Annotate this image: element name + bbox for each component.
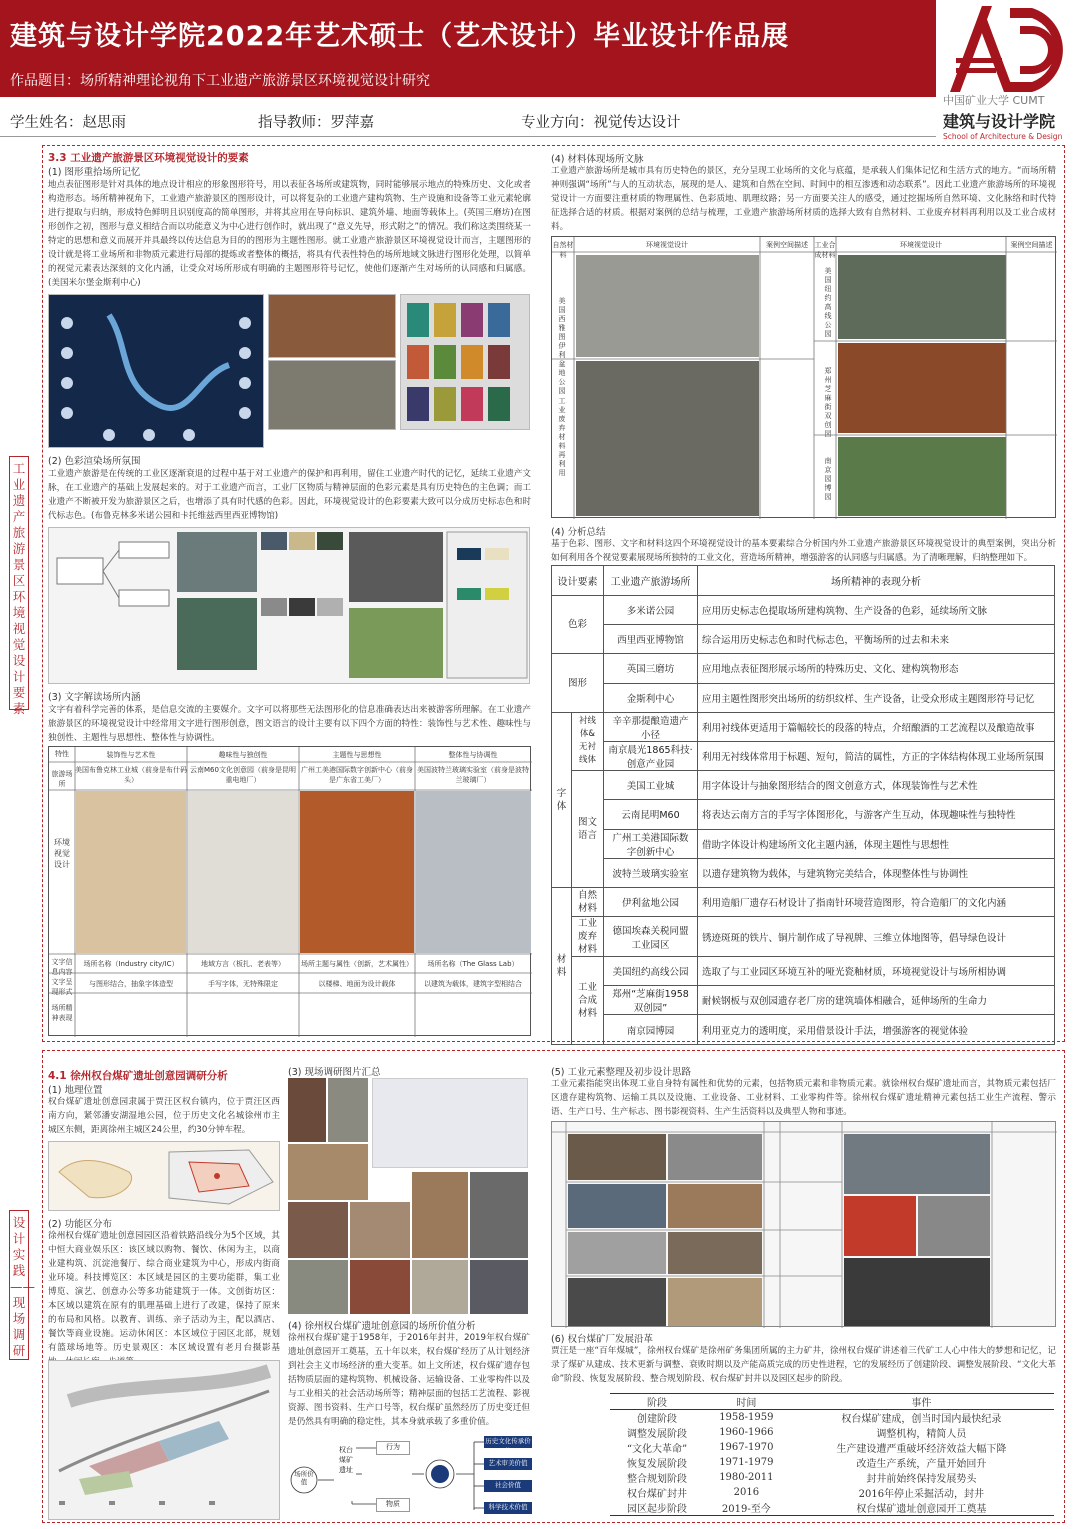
subheading-material: (4) 材料体现场所文脉: [551, 154, 644, 165]
mt-h5: 环境视觉设计: [900, 241, 942, 249]
table-row: [610, 1425, 1054, 1440]
paragraph-function: 徐州权台煤矿遗址创意园园区沿着铁路沿线分为5个区域，其中恒大商业娱乐区：该区域以购物、餐饮、休闲为主，以商业建构筑、沉淀池餐厅、综合商业建筑为中心，形成内街商业环境。科技博览区：本区域是园区的主要功能群，集工业博览、演艺、创意办公等多功能建筑于一体。文创街坊区：本区域以建筑在原有的肌理基础上进行了改建，保持了原来的布局和风格。以教育、训练、亲子活动为主，配以酒店、餐饮等商业设施。运动休闲区：本区域位于园区北部，规划有篮球场地等。历史景观区：本区域设置有老月台摄影基: [48, 1231, 280, 1353]
analysis-table: [551, 565, 1055, 1045]
table-row: [610, 1485, 1054, 1500]
at-site: 辛辛那提酿造遗产小径: [604, 712, 698, 741]
mt-h2: 环境视觉设计: [646, 241, 688, 249]
tl-time: 1960-1966: [719, 1427, 774, 1438]
at-desc: 应用地点表征图形展示场所的特殊历史、文化、建构筑物形态: [698, 654, 1055, 683]
school-line-1: 中国矿业大学 CUMT: [943, 94, 1045, 107]
function-map-drawing: [49, 1361, 281, 1521]
table-row: [610, 1470, 1054, 1485]
header-banner: [0, 0, 1080, 97]
side-label-practice: 设计实践——现场调研: [9, 1210, 29, 1360]
tt-site-4: 美国波特兰玻璃实验室（前身是波特兰玻璃厂）: [417, 766, 529, 784]
subheading-elements: (5) 工业元素整理及初步设计思路: [551, 1067, 691, 1078]
mt-waste-label: 工业废弃材料再利用: [558, 397, 566, 477]
element-design-table: [551, 1121, 1056, 1327]
color-mindmap: [49, 528, 531, 685]
tl-time: 1967-1970: [719, 1442, 774, 1453]
collage-photo: [470, 1172, 528, 1258]
tl-time: 2019-至今: [704, 1500, 789, 1516]
tl-event: 权台煤矿建成，创当时国内最快纪录: [841, 1414, 1002, 1425]
section-3-3-title: 3.3 工业遗产旅游景区环境视觉设计的要素: [48, 152, 249, 164]
subheading-value: (4) 徐州权台煤矿遗址创意园的场所价值分析: [288, 1321, 476, 1332]
diagram-value-2: 艺术审美价值: [484, 1458, 532, 1470]
color-analysis-image: [48, 527, 530, 684]
paragraph-graphic: 地点表征图形是针对具体的地点设计相应的形象图形符号，用以表征各场所或建筑物，同时能够展示地点的特殊历史、文化或者构造形态。场所精神视角下，工业遗产旅游景区的图形设计，可以将复杂的工业遗产建构筑物、生产设施和设备等工业元素轮廓进行提取与归纳，形成特色鲜明且识别度高的简单图形，并将其应用在导向标识、建筑外墙、地面等载体上。(英国三磨坊)在图形创作之初，图形与意义相结合而以功能意义为中心进行创作时，就出现了“意义先导，形式附之”的情况。我们称这类围绕某一特定的思想和意义而展开并具最终以传达信息为目的的图形为主题性图形。就工业遗产旅游景区环境视觉设计而言，主题图形的设计就是将工业场所和非物质元素进行局部的提炼或者整体的概括，将具有代表性特色的场所地域文脉进行图形化处理，以简单的视觉元素表达深刻的文化内涵，让受众对场所形成有明确的主题图形符号记忆，使他们逐渐产生对场所的认同感和归属感。(美国米尔堡金斯利中心): [48, 180, 531, 288]
at-desc: 借助字体设计构建场所文化主题内涵，体现主题性与思想性: [698, 829, 1055, 858]
mt-site-5: 南京园博园: [824, 457, 832, 501]
collage-photo: [412, 1172, 468, 1258]
tl-event: 2016年停止采掘活动，封井: [858, 1489, 985, 1500]
at-desc: 利用无衬线体常用于标题、短句，简洁的属性，方正的字体结构体现工业场所氛围: [698, 741, 1055, 770]
tt-row-form: 文字呈现形式: [51, 978, 73, 996]
tl-header-stage: 阶段: [610, 1394, 704, 1410]
tt-site-2: 云南M60文化创意园（前身是昆明重电地厂）: [190, 766, 296, 784]
diagram-right: 物质: [376, 1498, 410, 1512]
tt-content-2: 地域方言（板扎、老表等）: [201, 960, 285, 968]
tt-form-3: 以楼梯、地面为设计载体: [318, 980, 396, 988]
at-cat-text: 字体: [552, 712, 572, 887]
tt-grid: [49, 747, 532, 1037]
at-cat-color: 色彩: [552, 596, 604, 654]
tl-event: 改造生产系统，产量开始回升: [856, 1459, 987, 1470]
at-header-3: 场所精神的表现分析: [698, 566, 1055, 596]
tt-row-content: 文字信息内容: [51, 958, 73, 976]
at-desc: 利用造船厂遗存石材设计了指南针环境营造图形，符合造船厂的文化内涵: [698, 887, 1055, 916]
tl-stage: “文化大革命”: [626, 1444, 688, 1455]
location-map: [48, 1141, 280, 1211]
page-title: 建筑与设计学院2022年艺术硕士（艺术设计）毕业设计作品展: [10, 21, 790, 52]
collage-photo: [350, 1260, 410, 1314]
table-row: [552, 858, 1055, 887]
at-site: 多米诺公园: [604, 596, 698, 625]
tl-stage: 园区起步阶段: [610, 1500, 704, 1516]
at-cat-material: 材料: [552, 887, 572, 1044]
subheading-function: (2) 功能区分布: [48, 1219, 112, 1230]
tt-form-4: 以建筑为载体，建筑字型相结合: [424, 980, 522, 988]
diagram-left: 场所价值: [294, 1470, 314, 1486]
table-row: [610, 1440, 1054, 1455]
at-desc: 应用主题性图形突出场所的纺织纹样、生产设备，让受众形成主题图形符号记忆: [698, 683, 1055, 712]
tl-header-event: 事件: [789, 1394, 1054, 1410]
subheading-summary: (4) 分析总结: [551, 527, 606, 538]
table-row: [552, 1015, 1055, 1044]
at-sub-serif: 衬线体&无衬线体: [572, 712, 604, 770]
table-row: [610, 1455, 1054, 1470]
paragraph-color: 工业遗产旅游是在传统的工业区逐渐衰退的过程中基于对工业遗产的保护和再利用，留住工业遗产时代的记忆，延续工业遗产文脉，在工业遗产的基础上发展起来的。对于工业遗产而言，工业厂区物质与精神层面的色彩元素是具有历史特色的主色调；而工业遗产不断被开发为旅游景区之后，也增添了具有时代感的色彩。因此，环境视觉设计的色彩要素大致可以分成历史标志色和时代标志色。(布鲁克林多米诺公园和卡托维兹西里西亚博物馆): [48, 469, 531, 521]
collage-photo: [470, 1260, 528, 1314]
subheading-photos: (3) 现场调研图片汇总: [288, 1067, 381, 1078]
at-sub-waste: 工业废弃材料: [572, 917, 604, 957]
tl-event: 调整机构，精简人员: [876, 1429, 967, 1440]
at-site: 郑州“芝麻街1958双创园”: [604, 986, 698, 1015]
tl-stage: 创建阶段: [636, 1414, 677, 1425]
major-direction: 专业方向：视觉传达设计: [521, 115, 681, 131]
tl-stage: 权台煤矿封井: [626, 1489, 687, 1500]
tl-event: 权台煤矿遗址创意园开工奠基: [789, 1500, 1054, 1516]
mt-h3: 案例空间描述: [766, 241, 808, 249]
tt-row-site: 旅游场所: [51, 770, 73, 788]
paragraph-history: 贾汪是一座“百年煤城”，徐州权台煤矿是徐州矿务集团所属的主力矿井，徐州权台煤矿讲述着三代矿工人心中伟大的梦想和记忆，记录了煤矿从建成、技术更新与调整、衰败时期以及产能高质完成的历史性进程，它的发展经历了创建阶段、调整发展阶段、“文化大革命”阶段、恢复发展阶段、整合规划阶段、权台煤矿封井以及园区起步的阶段。: [551, 1346, 1056, 1384]
at-desc: 选取了与工业园区环境互补的哑光瓷釉材质，环境视觉设计与场所相协调: [698, 957, 1055, 986]
table-row: [552, 771, 1055, 800]
table-row: [552, 986, 1055, 1015]
collage-plan: [372, 1078, 528, 1168]
text-feature-table: [48, 746, 531, 1036]
paragraph-elements: 工业元素指能突出体现工业自身特有属性和优势的元素，包括物质元素和非物质元素。就徐州权台煤矿遗址而言，其物质元素包括厂区遗存建构筑物、运输工具以及设施、工业设备、工业材料、工业零构件等。徐州权台煤矿遗址精神元素包括工业生产流程、警示语、生产口号、生产标志、图书影视资料、生产生活资料以及典型人物和事迹。: [551, 1079, 1056, 1117]
at-desc: 将表达云南方言的手写字体图形化，与游客产生互动，体现趣味性与独特性: [698, 800, 1055, 829]
material-case-table: [551, 236, 1056, 518]
tl-stage: 调整发展阶段: [626, 1429, 687, 1440]
tt-form-1: 与图形结合，抽象字体造型: [89, 980, 173, 988]
at-site: 德国埃森关税同盟工业园区: [604, 917, 698, 957]
function-zone-map: [48, 1360, 280, 1520]
table-row: [552, 712, 1055, 741]
header-divider: [0, 136, 936, 137]
tl-stage: 恢复发展阶段: [626, 1459, 687, 1470]
tt-col-1: 装饰性与艺术性: [106, 751, 156, 759]
at-header-2: 工业遗产旅游场所: [604, 566, 698, 596]
paragraph-material: 工业遗产旅游场所是城市具有历史特色的景区，充分呈现工业场所的文化与底蕴，是承载人们集体记忆和生活方式的地方。“而场所精神则强调“场所”与人的互动状态，展现的是人、建筑和自然在空间、时间中的相互渗透和动态联系”。因此工业遗产旅游场所的环境视觉设计一方面要注重材质的物理属性、色彩质地、肌理纹路；另一方面要关注人的感受，通过挖掘场所自然环境、文化脉络和时代特征选择合适的材质。根据对案例的总结与梳理，工业遗产旅游场所材质的选择大致有自然材料、工业废弃材料再利用以及工业合成材料。: [551, 166, 1056, 232]
subheading-location: (1) 地理位置: [48, 1085, 103, 1096]
timeline-table: [610, 1393, 1054, 1516]
collage-photo: [288, 1202, 348, 1258]
at-desc: 用字体设计与抽象图形结合的图文创意方式，体现装饰性与艺术性: [698, 771, 1055, 800]
table-row: [610, 1500, 1054, 1516]
at-desc: 锈迹斑斑的铁片、铜片制作成了导视牌、三维立体地图等，倡导绿色设计: [698, 917, 1055, 957]
collage-photo: [288, 1078, 326, 1142]
project-title: 作品题目：场所精神理论视角下工业遗产旅游景区环境视觉设计研究: [10, 73, 430, 89]
graphic-photo-2: [268, 360, 396, 430]
graphic-map-image: [48, 294, 264, 448]
table-row: [552, 800, 1055, 829]
paragraph-summary: 基于色彩、图形、文字和材料这四个环境视觉设计的基本要素综合分析国内外工业遗产旅游景区环境视觉设计的典型案例，突出分析如何利用各个视觉要素展现场所独特的工业文化，营造场所精神，增强游客的认同感与归属感。为了清晰理解，归纳整理如下。: [551, 539, 1056, 563]
at-site: 云南昆明M60: [604, 800, 698, 829]
at-desc: 利用衬线体更适用于篇幅较长的段落的特点，介绍酿酒的工艺流程以及酿造故事: [698, 712, 1055, 741]
tl-time: 1958-1959: [719, 1412, 774, 1423]
at-site: 英国三磨坊: [604, 654, 698, 683]
at-site: 波特兰玻璃实验室: [604, 858, 698, 887]
school-name: [943, 92, 1080, 141]
subheading-graphic: (1) 图形重拾场所记忆: [48, 167, 141, 178]
collage-photo: [412, 1260, 468, 1314]
mt-site-3: 美国纽约高线公园: [824, 267, 832, 338]
graphic-photo-1: [268, 294, 396, 358]
tt-col-3: 主题性与思想性: [332, 751, 382, 759]
at-header-1: 设计要素: [552, 566, 604, 596]
tl-time: 1980-2011: [719, 1472, 774, 1483]
mt-site-4: 郑州芝麻街双创园: [824, 367, 832, 438]
school-line-3: School of Architecture & Design: [943, 132, 1063, 141]
tl-stage: 整合规划阶段: [626, 1474, 687, 1485]
table-row: [552, 596, 1055, 625]
paragraph-value: 徐州权台煤矿建于1958年，于2016年封井，2019年权台煤矿遗址创意园开工奠基，五十年以来，权台煤矿经历了从计划经济到社会主义市场经济的重大变革。如上文所述，权台煤矿遗存包括物质层面的建构筑物、机械设备、运输设备、工业零构件以及与工业相关的社会活动场所等；精神层面的包括工艺流程、影视资源、图书资料、生产口号等，权台煤矿虽然经历了历史变迁但是仍然具有明确的稳定性，其本身就承载了多重价值。: [288, 1333, 530, 1427]
collage-photo: [350, 1202, 410, 1258]
table-row: [552, 829, 1055, 858]
table-row: [552, 957, 1055, 986]
table-row: [552, 887, 1055, 916]
tt-form-2: 手写字体，无特殊限定: [208, 980, 278, 988]
tt-content-1: 场所名称（Industry city/IC）: [83, 960, 179, 968]
at-site: 美国纽约高线公园: [604, 957, 698, 986]
tt-content-4: 场所名称（The Glass Lab）: [427, 960, 519, 968]
at-sub-textgraphic: 图文语言: [572, 771, 604, 888]
table-row: [552, 917, 1055, 957]
table-row: [610, 1410, 1054, 1426]
tt-content-3: 场所主题与属性（创新，艺术属性）: [301, 960, 413, 968]
paragraph-text: 文字有着科学完善的体系，是信息交流的主要媒介。文字可以将那些无法图形化的信息准确表达出来被游客所理解。在工业遗产旅游景区的环境视觉设计中经常用文字进行图形创意，图文语言的设计主要有以下四个方面的特性：装饰性与艺术性、趣味性与独创性、主题性与思想性、整体性与协调性。: [48, 705, 531, 743]
side-label-elements: 工业遗产旅游景区环境视觉设计要素: [9, 456, 29, 710]
at-site: 金斯利中心: [604, 683, 698, 712]
table-row: [552, 683, 1055, 712]
at-cat-graphic: 图形: [552, 654, 604, 712]
table-row: [552, 625, 1055, 654]
collage-photo: [328, 1078, 368, 1142]
tt-col-4: 整体性与协调性: [448, 751, 498, 759]
tl-header-time: 时间: [704, 1394, 789, 1410]
subheading-color: (2) 色彩渲染场所氛围: [48, 456, 141, 467]
student-name: 学生姓名：赵思雨: [10, 115, 126, 131]
at-site: 伊利盆地公园: [604, 887, 698, 916]
diagram-value-3: 社会价值: [484, 1480, 532, 1492]
tt-row-trait: 特性: [55, 750, 69, 758]
diagram-value-1: 历史文化传承价值: [485, 1437, 531, 1455]
mt-grid: [552, 237, 1057, 519]
tt-site-1: 美国布鲁克林工业城（前身是布什码头）: [75, 766, 187, 784]
hexagon-icon: [431, 1465, 449, 1483]
paragraph-location: 权台煤矿遗址创意园隶属于贾汪区权台镇内，位于贾汪区西南方向，紧邻潘安湖湿地公园，位于历史文化名城徐州市主城区东侧，距离徐州主城区24公里，约30分钟车程。: [48, 1097, 280, 1135]
diagram-mid: 行为: [376, 1441, 410, 1455]
at-desc: 耐候钢板与双创园遗存老厂房的建筑墙体相融合，延伸场所的生命力: [698, 986, 1055, 1015]
location-map-drawing: [49, 1142, 281, 1212]
school-logo: [936, 0, 1080, 97]
tl-event: 生产建设遭严重破坏经济效益大幅下降: [836, 1444, 1007, 1455]
poster-grid: [401, 295, 531, 431]
at-site: 南京园博园: [604, 1015, 698, 1044]
at-site: 南京晨光1865科技·创意产业园: [604, 741, 698, 770]
diagram-center: 权台煤矿遗址: [336, 1445, 356, 1501]
at-site: 广州工美港国际数字创新中心: [604, 829, 698, 858]
at-desc: 综合运用历史标志色和时代标志色，平衡场所的过去和未来: [698, 625, 1055, 654]
illustrated-map: [49, 295, 265, 449]
mt-site-1: 美国西雅图伊利盆地公园: [558, 297, 566, 395]
tl-event: 封井前始终保持发展势头: [866, 1474, 977, 1485]
at-desc: 应用历史标志色提取场所建构筑物、生产设备的色彩，延续场所文脉: [698, 596, 1055, 625]
school-logo-icon: [936, 0, 1080, 97]
tt-site-3: 广州工美港国际数字创新中心（前身是广东省工美厂）: [301, 766, 413, 784]
tt-row-spirit: 场所精神表现: [51, 1004, 73, 1022]
school-line-2: 建筑与设计学院: [943, 112, 1056, 131]
at-sub-natural: 自然材料: [572, 887, 604, 916]
at-site: 西里西亚博物馆: [604, 625, 698, 654]
at-desc: 以遗存建筑物为载体，与建筑物完美结合，体现整体性与协调性: [698, 858, 1055, 887]
table-row: [552, 741, 1055, 770]
at-sub-synthetic: 工业合成材料: [572, 957, 604, 1045]
mt-h1: 自然材料: [552, 241, 574, 259]
section-4-1-title: 4.1 徐州权台煤矿遗址创意园调研分析: [48, 1070, 228, 1082]
graphic-poster-grid: [400, 294, 530, 430]
element-table-grid: [552, 1122, 1057, 1328]
diagram-value-4: 科学技术价值: [484, 1502, 532, 1514]
collage-photo: [288, 1144, 368, 1200]
subheading-text: (3) 文字解读场所内涵: [48, 692, 141, 703]
subheading-history: (6) 权台煤矿厂发展沿革: [551, 1334, 653, 1345]
mt-h4: 工业合成材料: [814, 241, 836, 259]
advisor-name: 指导教师：罗萍嘉: [258, 115, 374, 131]
table-row: [552, 654, 1055, 683]
at-site: 美国工业城: [604, 771, 698, 800]
tl-time: 2016: [733, 1487, 760, 1498]
mt-h6: 案例空间描述: [1010, 241, 1053, 249]
site-photo-collage: [288, 1078, 528, 1314]
at-desc: 利用亚克力的透明度，采用借景设计手法，增强游客的视觉体验: [698, 1015, 1055, 1044]
tl-time: 1971-1979: [719, 1457, 774, 1468]
tt-row-design: 环境视觉设计: [54, 838, 70, 869]
tt-col-2: 趣味性与独创性: [218, 751, 268, 759]
collage-photo: [288, 1260, 348, 1314]
